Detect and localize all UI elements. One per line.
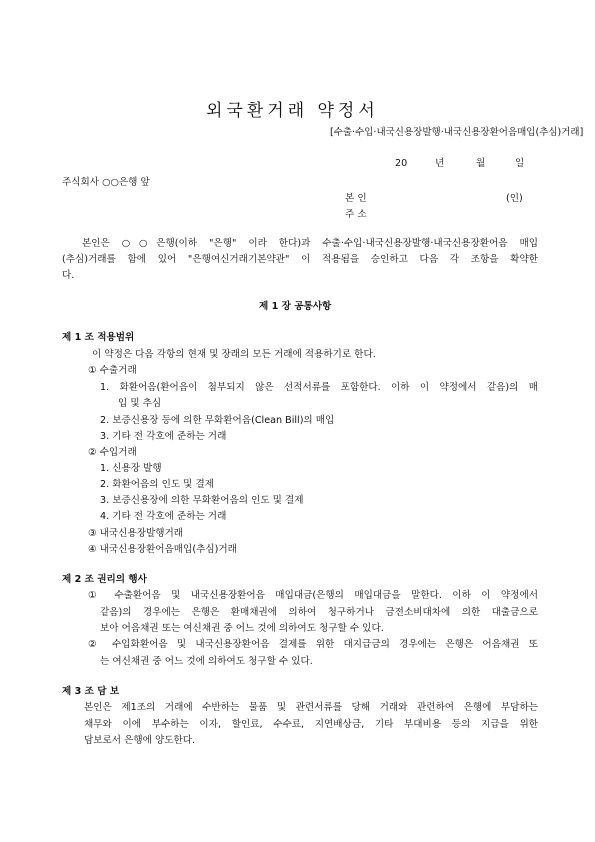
date-prefix: 20 xyxy=(395,158,408,169)
addressee: 주식회사 ○○은행 앞 xyxy=(62,177,150,188)
article-3-line: 채무와 이에 부수하는 이자, 할인료, 수수료, 지연배상금, 기타 부대비용 등의 지급을 위한 xyxy=(84,719,538,730)
article-2-line: ① 수출환어음 및 내국신용장환어음 매입대금(은행의 매입대금을 말한다. 이하 이 약정에서 xyxy=(88,590,538,601)
article-1-item: 1. 화환어음(환어음이 첨부되지 않은 선적서류를 포함한다. 이하 이 약정에서 같음)의 매 xyxy=(100,382,538,393)
article-2-line: 는 여신채권 중 어느 것에 의하여도 청구할 수 있다. xyxy=(100,656,313,667)
date-month: 월 xyxy=(476,158,486,169)
article-2-line: 같음)의 경우에는 은행은 환매채권에 의하여 청구하거나 금전소비대차에 의한 대출금으로 xyxy=(100,607,538,618)
article-1-item: ① 수출거래 xyxy=(88,365,137,376)
intro-line-2: (추심)거래를 함에 있어 "은행여신거래기본약관" 이 적용됨을 승인하고 다음 각 조항을 확약한 xyxy=(62,254,538,265)
seal-mark: (인) xyxy=(506,193,523,204)
article-2-heading: 제 2 조 권리의 행사 xyxy=(62,574,147,585)
article-1-item: 1. 신용장 발행 xyxy=(100,463,162,474)
article-1-lead: 이 약정은 다음 각항의 현재 및 장래의 모든 거래에 적용하기로 한다. xyxy=(92,349,376,360)
document-subtitle: [수출·수입·내국신용장발행·내국신용장환어음매입(추심)거래] xyxy=(330,127,584,138)
date-day: 일 xyxy=(515,158,525,169)
intro-line-3: 다. xyxy=(62,270,75,281)
article-1-item: 2. 화환어음의 인도 및 결제 xyxy=(100,479,215,490)
article-2-line: ② 수입화환어음 및 내국신용장환어음 결제를 위한 대지급금의 경우에는 은행은 어음채권 또 xyxy=(88,639,538,650)
article-3-heading: 제 3 조 담 보 xyxy=(62,686,120,697)
chapter-heading: 제 1 장 공통사항 xyxy=(259,301,332,312)
date-year: 년 xyxy=(435,158,445,169)
article-1-item: 3. 보증신용장에 의한 무화환어음의 인도 및 결제 xyxy=(100,495,304,506)
article-2-line: 보아 어음채권 또는 여신채권 중 어느 것에 의하여도 청구할 수 있다. xyxy=(100,623,384,634)
article-1-item: 2. 보증신용장 등에 의한 무화환어음(Clean Bill)의 매입 xyxy=(100,415,335,426)
article-3-line: 본인은 제1조의 거래에 수반하는 물품 및 관련서류를 당해 거래와 관련하여 은행에 부담하는 xyxy=(84,702,538,713)
signer-name-label: 본 인 xyxy=(345,193,367,204)
article-1-item: 4. 기타 전 각호에 준하는 거래 xyxy=(100,511,227,522)
article-1-item: ② 수입거래 xyxy=(88,447,137,458)
intro-line-1: 본인은 ○○은행(이하 "은행" 이라 한다)과 수출·수입·내국신용장발행·내국신용장환어음 매입 xyxy=(82,238,538,249)
article-1-item: 입 및 추심 xyxy=(118,398,162,409)
article-1-item: 3. 기타 전 각호에 준하는 거래 xyxy=(100,431,227,442)
article-1-item: ③ 내국신용장발행거래 xyxy=(88,528,184,539)
signer-address-label: 주 소 xyxy=(345,209,367,220)
article-3-line: 담보로서 은행에 양도한다. xyxy=(84,735,196,746)
document-title: 외국환거래 약정서 xyxy=(206,101,379,121)
article-1-item: ④ 내국신용장환어음매입(추심)거래 xyxy=(88,544,237,555)
article-1-heading: 제 1 조 적용범위 xyxy=(62,332,135,343)
